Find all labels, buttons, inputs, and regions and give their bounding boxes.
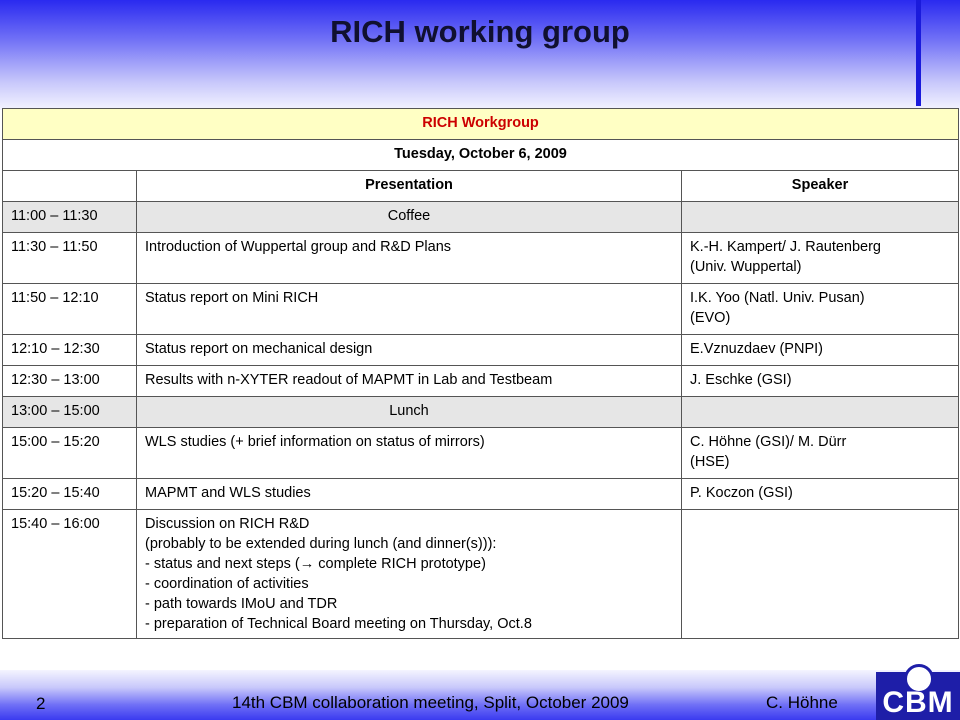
speaker-cell	[682, 284, 959, 335]
speaker-cell	[682, 397, 959, 428]
table-row	[3, 284, 959, 335]
table-row	[3, 510, 959, 639]
table-row	[3, 428, 959, 479]
table-row	[3, 479, 959, 510]
speaker-cell: J. Eschke (GSI)	[682, 366, 959, 397]
time-cell: 13:00 – 15:00	[3, 397, 137, 428]
time-header	[3, 171, 137, 202]
speaker-cell	[682, 428, 959, 479]
speaker-cell: E.Vznuzdaev (PNPI)	[682, 335, 959, 366]
time-cell: 12:30 – 13:00	[3, 366, 137, 397]
time-cell: 11:30 – 11:50	[3, 233, 137, 284]
speaker-cell	[682, 202, 959, 233]
speaker-line: (Univ. Wuppertal)	[690, 259, 802, 275]
discussion-line: - path towards IMoU and TDR	[145, 596, 338, 612]
time-cell: 15:40 – 16:00	[3, 510, 137, 639]
discussion-line: - status and next steps (→ complete RICH prototype)	[145, 556, 486, 572]
table-row	[3, 335, 959, 366]
table-row	[3, 366, 959, 397]
workgroup-row	[3, 109, 959, 140]
time-cell: 11:00 – 11:30	[3, 202, 137, 233]
time-cell: 15:20 – 15:40	[3, 479, 137, 510]
time-cell: 12:10 – 12:30	[3, 335, 137, 366]
speaker-line: K.-H. Kampert/ J. Rautenberg	[690, 239, 881, 255]
footer-author: C. Höhne	[766, 693, 838, 712]
session-date: Tuesday, October 6, 2009	[3, 140, 959, 171]
presentation-cell: Status report on mechanical design	[137, 335, 682, 366]
discussion-line: - coordination of activities	[145, 576, 309, 592]
presentation-cell: Results with n-XYTER readout of MAPMT in Lab and Testbeam	[137, 366, 682, 397]
cbm-logo	[876, 672, 960, 720]
discussion-line: Discussion on RICH R&D	[145, 516, 310, 532]
presentation-cell: Introduction of Wuppertal group and R&D Plans	[137, 233, 682, 284]
time-cell: 11:50 – 12:10	[3, 284, 137, 335]
date-row	[3, 140, 959, 171]
presentation-cell: Status report on Mini RICH	[137, 284, 682, 335]
break-label: Lunch	[137, 397, 682, 428]
page-number: 2	[36, 694, 46, 713]
break-label: Coffee	[137, 202, 682, 233]
footer-meeting-text: 14th CBM collaboration meeting, Split, October 2009	[232, 693, 629, 712]
agenda-table	[2, 108, 959, 639]
logo-text: CBM	[882, 686, 954, 719]
speaker-cell	[682, 233, 959, 284]
presentation-cell: MAPMT and WLS studies	[137, 479, 682, 510]
workgroup-title: RICH Workgroup	[3, 109, 959, 140]
speaker-line: C. Höhne (GSI)/ M. Dürr	[690, 434, 847, 450]
speaker-line: (HSE)	[690, 454, 730, 470]
speaker-cell	[682, 510, 959, 639]
discussion-line: - preparation of Technical Board meeting on Thursday, Oct.8	[145, 616, 532, 632]
speaker-line: (EVO)	[690, 310, 731, 326]
speaker-header: Speaker	[682, 171, 959, 202]
time-cell: 15:00 – 15:20	[3, 428, 137, 479]
table-row	[3, 202, 959, 233]
slide-title: RICH working group	[330, 14, 630, 49]
presentation-header: Presentation	[137, 171, 682, 202]
table-row	[3, 397, 959, 428]
presentation-cell	[137, 510, 682, 639]
presentation-cell: WLS studies (+ brief information on status of mirrors)	[137, 428, 682, 479]
table-row	[3, 233, 959, 284]
speaker-line: I.K. Yoo (Natl. Univ. Pusan)	[690, 290, 865, 306]
discussion-line: (probably to be extended during lunch (and dinner(s))):	[145, 536, 497, 552]
speaker-cell: P. Koczon (GSI)	[682, 479, 959, 510]
header-row	[3, 171, 959, 202]
